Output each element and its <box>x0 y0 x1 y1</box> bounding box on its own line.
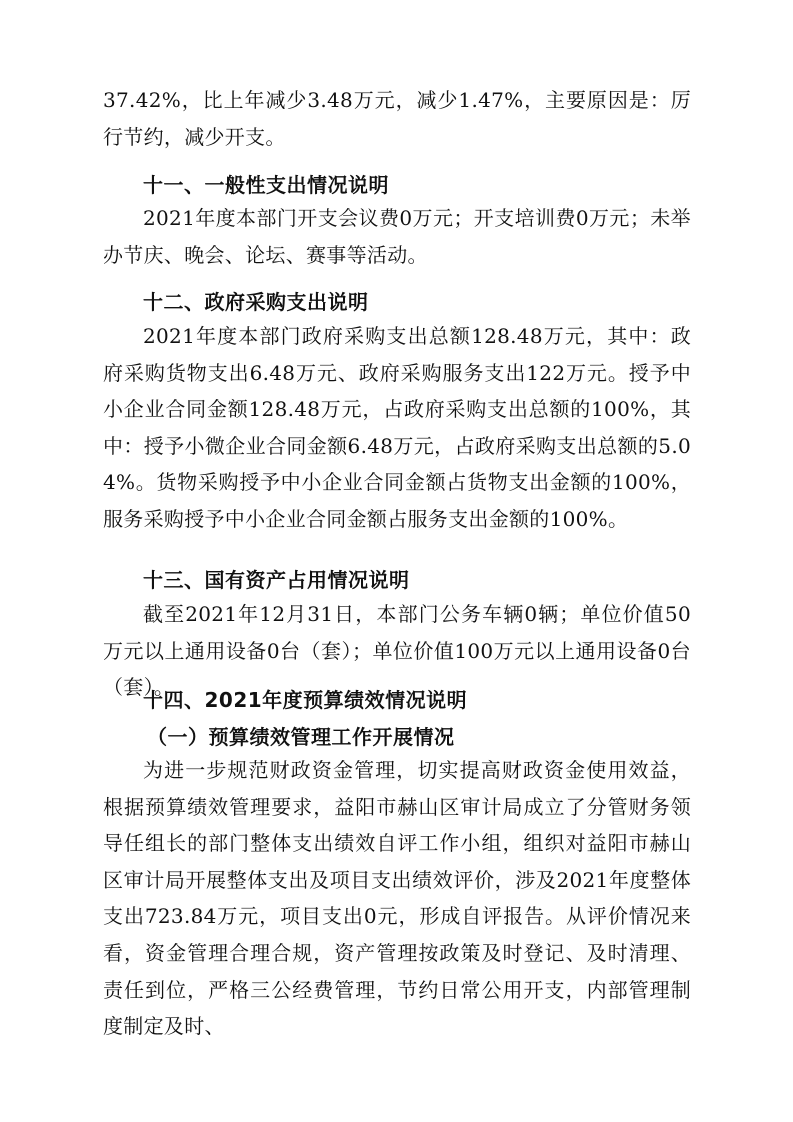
section-heading-11: 十一、一般性支出情况说明 <box>143 173 389 197</box>
section-heading-14: 十四、2021年度预算绩效情况说明 <box>143 688 468 712</box>
paragraph-performance-management: 为进一步规范财政资金管理，切实提高财政资金使用效益，根据预算绩效管理要求，益阳市赫山区审计局成立了分管财务领导任组长的部门整体支出绩效自评工作小组，组织对益阳市赫山区审计局开展整体支出及项目支出绩效评价，涉及2021年度整体支出723.84万元，项目支出0元，形成自评报告。从评价情况来看，资金管理合理合规，资产管理按政策及时登记、及时清理、责任到位，严格三公经费管理，节约日常公用开支，内部管理制度制定及时、 <box>103 758 691 1039</box>
paragraph-government-procurement: 2021年度本部门政府采购支出总额128.48万元，其中：政府采购货物支出6.48万元、政府采购服务支出122万元。授予中小企业合同金额128.48万元，占政府采购支出总额的100%，其中：授予小微企业合同金额6.48万元，占政府采购支出总额的5.04%。货物采购授予中小企业合同金额占货物支出金额的100%，服务采购授予中小企业合同金额占服务支出金额的100%。 <box>103 324 691 531</box>
section-heading-12: 十二、政府采购支出说明 <box>143 290 369 314</box>
paragraph-state-assets: 截至2021年12月31日，本部门公务车辆0辆；单位价值50万元以上通用设备0台（套）；单位价值100万元以上通用设备0台（套）。 <box>103 602 691 700</box>
section-heading-13: 十三、国有资产占用情况说明 <box>143 568 410 592</box>
paragraph-general-expenditure: 2021年度本部门开支会议费0万元；开支培训费0万元；未举办节庆、晚会、论坛、赛事等活动。 <box>103 206 691 267</box>
subsection-heading-14-1: （一）预算绩效管理工作开展情况 <box>147 725 455 749</box>
paragraph-continuation: 37.42%，比上年减少3.48万元，减少1.47%，主要原因是：厉行节约，减少开支。 <box>103 88 691 149</box>
